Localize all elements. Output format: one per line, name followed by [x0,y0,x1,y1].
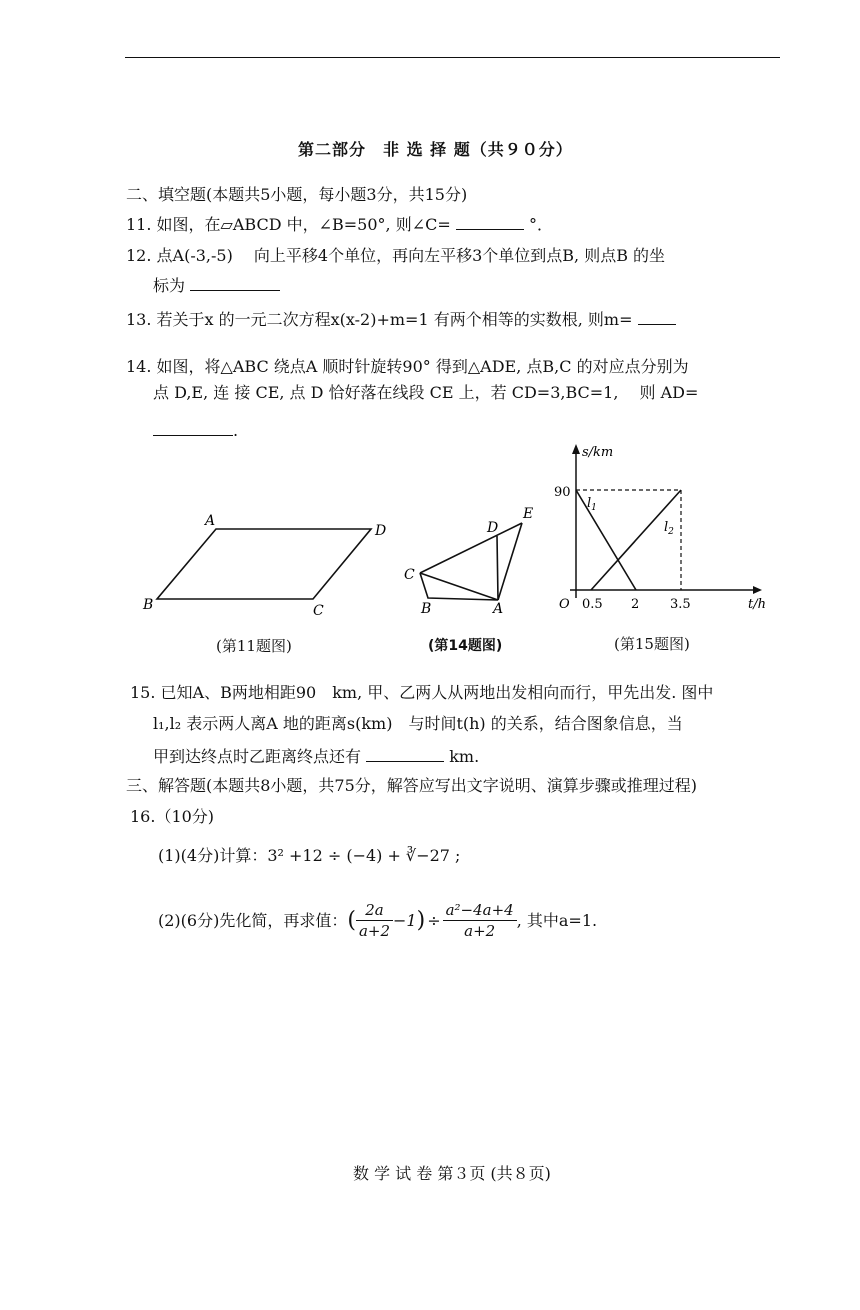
x-axis-arrow [753,586,762,594]
minus-one: −1 [393,910,417,930]
vertex-b-label: B [143,597,154,613]
q15-text: 甲到达终点时乙距离终点还有 [153,747,362,766]
l1-label: $l_1$ [587,496,597,513]
q13-text: 13. 若关于x 的一元二次方程x(x-2)+m=1 有两个相等的实数根, 则m= [126,310,633,329]
figure-11-caption: (第11题图) [216,637,292,655]
left-paren: ( [347,907,356,933]
question-12-line2 [153,274,280,297]
q12-answer-blank[interactable] [190,274,280,291]
frac1-denominator: a+2 [358,922,390,940]
triangle-abc [420,573,498,600]
y-axis-arrow [572,444,580,454]
part3-heading: 三、解答题(本题共8小题，共75分，解答应写出文字说明、演算步骤或推理过程) [126,776,698,795]
series-l2-line [591,490,681,590]
section-title: 第二部分 非 选 择 题（共９０分） [298,140,573,159]
divide-sign: ÷ [427,910,441,930]
question-16-label: 16.（10分) [130,807,215,826]
page-footer: 数 学 试 卷 第３页 (共８页) [353,1164,551,1183]
vertex-a-label: A [493,601,504,617]
part2-heading: 二、填空题(本题共5小题，每小题3分，共15分) [126,185,468,204]
figure-14-caption: (第14题图) [428,638,503,654]
parallelogram-abcd [157,529,371,599]
fraction-2a-over-a-plus-2 [356,900,393,941]
q14-answer-blank[interactable] [153,419,233,436]
segment-ae [498,523,522,600]
series-l1-line [576,490,636,590]
q13-answer-blank[interactable] [638,308,676,325]
figure-11-parallelogram [135,505,395,620]
q15-unit: km. [449,747,480,766]
q14-tail: . [233,421,239,440]
x-tick-0-5: 0.5 [582,597,603,612]
q15-answer-blank[interactable] [366,745,444,762]
question-11 [126,213,553,236]
origin-label: O [559,597,570,612]
q12-text: 标为 [153,276,186,295]
frac1-numerator: 2a [356,900,393,921]
segment-ce [420,523,522,573]
question-16-part2 [158,900,597,941]
vertex-e-label: E [523,506,534,522]
l2-label: $l_2$ [664,520,674,537]
q16-part2-tail: , 其中a=1. [516,910,598,930]
question-13 [126,308,676,331]
x-tick-2: 2 [631,597,640,612]
figure-15-caption: (第15题图) [614,635,690,653]
y-axis-label: s/km [582,445,614,460]
question-16-part1: (1)(4分)计算：3² +12 ÷ (−4) + ∛−27 ; [158,846,461,865]
figure-15-graph [548,440,778,620]
top-rule [125,57,780,58]
vertex-c-label: C [313,603,324,619]
question-14-line2: 点 D,E, 连 接 CE, 点 D 恰好落在线段 CE 上，若 CD=3,BC=1, 则 AD= [153,383,699,402]
y-tick-90: 90 [554,485,571,500]
q11-text: 11. 如图，在▱ABCD 中，∠B=50°, 则∠C= [126,215,451,234]
question-15-line1: 15. 已知A、B两地相距90 km, 甲、乙两人从两地出发相向而行，甲先出发. 图中 [130,683,714,702]
vertex-c-label: C [404,567,415,583]
q11-tail: °． [528,215,553,234]
vertex-d-label: D [487,520,499,536]
vertex-a-label: A [205,513,216,529]
question-12-line1: 12. 点A(-3,-5) 向上平移4个单位，再向左平移3个单位到点B, 则点B 的坐 [126,246,666,265]
q16-part2-text: (2)(6分)先化简，再求值： [158,910,348,930]
fraction-quadratic-over-a-plus-2 [443,900,517,941]
question-15-line2: l₁,l₂ 表示两人离A 地的距离s(km) 与时间t(h) 的关系，结合图象信息，当 [153,714,683,733]
question-15-line3 [153,745,479,768]
vertex-d-label: D [375,523,387,539]
vertex-b-label: B [421,601,432,617]
x-tick-3-5: 3.5 [670,597,691,612]
question-14-line3 [153,419,238,442]
q11-answer-blank[interactable] [456,213,524,230]
frac2-denominator: a+2 [464,922,496,940]
segment-ad [497,536,498,600]
figure-14-triangles [395,500,550,620]
right-paren: ) [416,907,426,933]
x-axis-label: t/h [748,597,766,612]
question-14-line1: 14. 如图，将△ABC 绕点A 顺时针旋转90° 得到△ADE, 点B,C 的对应点分别为 [126,357,689,376]
frac2-numerator: a²−4a+4 [443,900,517,921]
